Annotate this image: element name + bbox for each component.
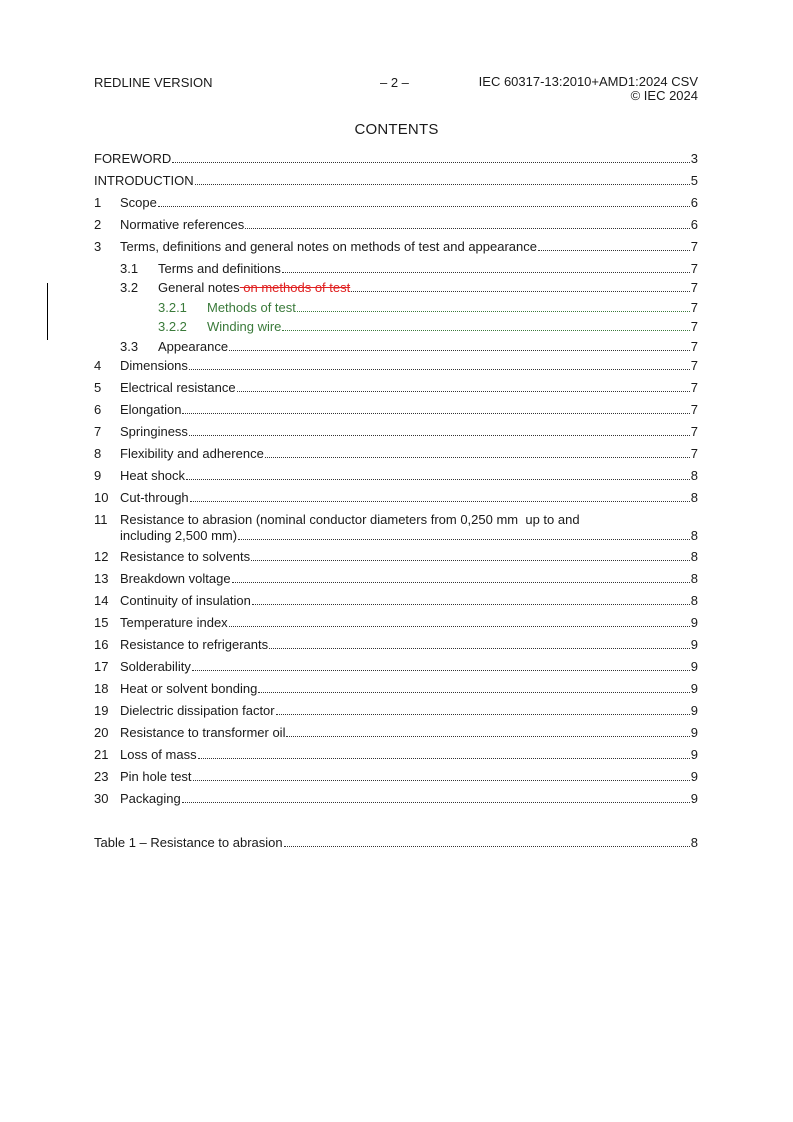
toc-entry-text: Winding wire <box>207 319 282 334</box>
toc-entry-number: 13 <box>94 571 109 586</box>
header-standard-id: IEC 60317-13:2010+AMD1:2024 CSV <box>478 74 698 89</box>
toc-entry-number: 18 <box>94 681 109 696</box>
toc-entry-text: Elongation <box>120 402 182 417</box>
toc-entry-page: 3 <box>690 151 698 166</box>
toc-entry-number: 19 <box>94 703 109 718</box>
toc-entry-2[interactable] <box>94 216 698 232</box>
leader-dots <box>186 469 690 480</box>
toc-entry-8[interactable] <box>94 445 698 461</box>
toc-entry-number: 15 <box>94 615 109 630</box>
toc-entry-number: 7 <box>94 424 102 439</box>
leader-dots <box>282 262 690 273</box>
toc-entry-page: 7 <box>690 319 698 334</box>
toc-entry-text: Pin hole test <box>120 769 192 784</box>
toc-entry-number: 21 <box>94 747 109 762</box>
toc-entry-1[interactable] <box>94 194 698 210</box>
toc-entry-number: 9 <box>94 468 102 483</box>
toc-entry-page: 7 <box>690 300 698 315</box>
leader-dots <box>172 152 689 163</box>
header-right <box>479 75 698 103</box>
leader-dots <box>232 572 690 583</box>
toc-entry-3-3[interactable] <box>94 338 698 354</box>
toc-entry-number: 17 <box>94 659 109 674</box>
toc-entry-3-2-1[interactable] <box>94 299 698 315</box>
toc-entry-number: 3.2.2 <box>158 319 187 334</box>
toc-entry-15[interactable] <box>94 614 698 630</box>
toc-entry-number: 8 <box>94 446 102 461</box>
toc-entry-page: 9 <box>690 681 698 696</box>
toc-entry-3-2-2[interactable] <box>94 318 698 334</box>
toc-entry-text: Heat or solvent bonding <box>120 681 258 696</box>
toc-entry-page: 7 <box>690 402 698 417</box>
toc-entry-page: 9 <box>690 703 698 718</box>
leader-dots <box>182 792 690 803</box>
toc-entry-page: 9 <box>690 615 698 630</box>
toc-entry-page: 6 <box>690 195 698 210</box>
toc-entry-page: 9 <box>690 659 698 674</box>
toc-entry-11-line1[interactable] <box>94 511 698 527</box>
toc-entry-text: Scope <box>120 195 157 210</box>
toc-entry-text: Springiness <box>120 424 188 439</box>
toc-entry-text: FOREWORD <box>94 151 172 166</box>
leader-dots <box>538 240 690 251</box>
leader-dots <box>195 174 690 185</box>
toc-entry-3-1[interactable] <box>94 260 698 276</box>
toc-entry-text-continued: including 2,500 mm) <box>120 528 238 543</box>
change-bar <box>47 283 48 340</box>
toc-entry-7[interactable] <box>94 423 698 439</box>
leader-dots <box>237 381 690 392</box>
deleted-text: on methods of test <box>239 280 351 295</box>
table-entry-text: Table 1 – Resistance to abrasion <box>94 835 283 850</box>
toc-entry-page: 7 <box>690 339 698 354</box>
leader-dots <box>351 281 690 292</box>
leader-dots <box>198 748 690 759</box>
leader-dots <box>284 836 690 847</box>
toc-entry-page: 8 <box>690 528 698 543</box>
toc-entry-20[interactable] <box>94 724 698 740</box>
leader-dots <box>252 594 690 605</box>
header-page-number: – 2 – <box>380 75 409 90</box>
toc-entry-number: 1 <box>94 195 102 210</box>
toc-entry-page: 9 <box>690 791 698 806</box>
toc-entry-page: 9 <box>690 725 698 740</box>
toc-entry-number: 12 <box>94 549 109 564</box>
toc-entry-number: 11 <box>94 512 108 527</box>
toc-entry-17[interactable] <box>94 658 698 674</box>
leader-dots <box>229 616 690 627</box>
toc-entry-page: 7 <box>690 280 698 295</box>
toc-entry-number: 6 <box>94 402 102 417</box>
toc-entry-text: Flexibility and adherence <box>120 446 264 461</box>
toc-entry-text: Breakdown voltage <box>120 571 231 586</box>
header-left: REDLINE VERSION <box>94 75 213 90</box>
leader-dots <box>189 425 690 436</box>
toc-entry-5[interactable] <box>94 379 698 395</box>
toc-entry-text: Resistance to abrasion (nominal conductor diameters from 0,250 mm up to and <box>120 512 580 527</box>
toc-entry-19[interactable] <box>94 702 698 718</box>
toc-entry-number: 3 <box>94 239 102 254</box>
leader-dots <box>182 403 689 414</box>
toc-entry-6[interactable] <box>94 401 698 417</box>
leader-dots <box>276 704 690 715</box>
toc-entry-12[interactable] <box>94 548 698 564</box>
leader-dots <box>258 682 689 693</box>
toc-entry-text: Dimensions <box>120 358 188 373</box>
toc-entry-page: 8 <box>690 593 698 608</box>
page-title: CONTENTS <box>354 121 439 138</box>
leader-dots <box>282 320 689 331</box>
toc-entry-number: 3.2.1 <box>158 300 187 315</box>
leader-dots <box>192 660 690 671</box>
toc-entry-page: 7 <box>690 358 698 373</box>
leader-dots <box>238 529 690 540</box>
toc-entry-4[interactable] <box>94 357 698 373</box>
toc-entry-page: 9 <box>690 769 698 784</box>
toc-entry-text: Methods of test <box>207 300 296 315</box>
toc-entry-page: 8 <box>690 490 698 505</box>
toc-entry-number: 30 <box>94 791 109 806</box>
toc-entry-text: Temperature index <box>120 615 228 630</box>
toc-entry-page: 8 <box>690 468 698 483</box>
toc-entry-number: 20 <box>94 725 109 740</box>
toc-entry-text: General notes <box>158 280 240 295</box>
toc-entry-page: 5 <box>690 173 698 188</box>
toc-entry-16[interactable] <box>94 636 698 652</box>
toc-entry-text: Electrical resistance <box>120 380 236 395</box>
toc-entry-3-2[interactable] <box>94 279 698 295</box>
toc-entry-page: 6 <box>690 217 698 232</box>
header-copyright: © IEC 2024 <box>630 88 698 103</box>
toc-entry-page: 8 <box>690 571 698 586</box>
toc-entry-number: 3.1 <box>120 261 139 276</box>
toc-entry-text: Resistance to solvents <box>120 549 251 564</box>
toc-entry-30[interactable] <box>94 790 698 806</box>
toc-entry-number: 3.2 <box>120 280 139 295</box>
leader-dots <box>269 638 690 649</box>
toc-entry-page: 9 <box>690 637 698 652</box>
toc-entry-number: 2 <box>94 217 102 232</box>
toc-entry-18[interactable] <box>94 680 698 696</box>
toc-entry-page: 8 <box>690 549 698 564</box>
toc-entry-3[interactable] <box>94 238 698 254</box>
leader-dots <box>229 340 690 351</box>
toc-entry-23[interactable] <box>94 768 698 784</box>
leader-dots <box>193 770 690 781</box>
toc-entry-number: 10 <box>94 490 109 505</box>
toc-entry-introduction[interactable] <box>94 172 698 188</box>
toc-entry-text: Dielectric dissipation factor <box>120 703 275 718</box>
leader-dots <box>245 218 689 229</box>
leader-dots <box>265 447 690 458</box>
toc-entry-foreword[interactable] <box>94 150 698 166</box>
toc-entry-page: 7 <box>690 239 698 254</box>
toc-entry-10[interactable] <box>94 489 698 505</box>
toc-entry-text: Appearance <box>158 339 229 354</box>
toc-entry-text: Resistance to refrigerants <box>120 637 269 652</box>
toc-entry-text: Resistance to transformer oil <box>120 725 286 740</box>
toc-entry-page: 7 <box>690 424 698 439</box>
toc-entry-text: Solderability <box>120 659 191 674</box>
leader-dots <box>297 301 690 312</box>
toc-entry-text: Normative references <box>120 217 245 232</box>
toc-entry-page: 9 <box>690 747 698 762</box>
toc-entry-text: Continuity of insulation <box>120 593 251 608</box>
toc-entry-11-line2[interactable] <box>94 527 698 543</box>
toc-entry-number: 14 <box>94 593 109 608</box>
leader-dots <box>158 196 690 207</box>
table-entry-page: 8 <box>690 835 698 850</box>
toc-entry-text: Terms, definitions and general notes on methods of test and appearance <box>120 239 537 254</box>
toc-entry-page: 7 <box>690 380 698 395</box>
toc-entry-text: Loss of mass <box>120 747 197 762</box>
toc-entry-number: 5 <box>94 380 102 395</box>
toc-entry-13[interactable] <box>94 570 698 586</box>
list-of-tables-entry-1[interactable] <box>94 834 698 850</box>
toc-entry-14[interactable] <box>94 592 698 608</box>
toc-entry-number: 3.3 <box>120 339 139 354</box>
toc-entry-text: Packaging <box>120 791 181 806</box>
leader-dots <box>251 550 690 561</box>
toc-entry-21[interactable] <box>94 746 698 762</box>
leader-dots <box>189 359 690 370</box>
toc-entry-text: Terms and definitions <box>158 261 281 276</box>
leader-dots <box>190 491 690 502</box>
toc-entry-text: INTRODUCTION <box>94 173 194 188</box>
toc-entry-text: Heat shock <box>120 468 186 483</box>
toc-entry-number: 16 <box>94 637 109 652</box>
toc-entry-text: Cut-through <box>120 490 189 505</box>
toc-entry-number: 23 <box>94 769 109 784</box>
toc-entry-9[interactable] <box>94 467 698 483</box>
toc-entry-number: 4 <box>94 358 102 373</box>
toc-entry-page: 7 <box>690 446 698 461</box>
leader-dots <box>286 726 689 737</box>
toc-entry-page: 7 <box>690 261 698 276</box>
